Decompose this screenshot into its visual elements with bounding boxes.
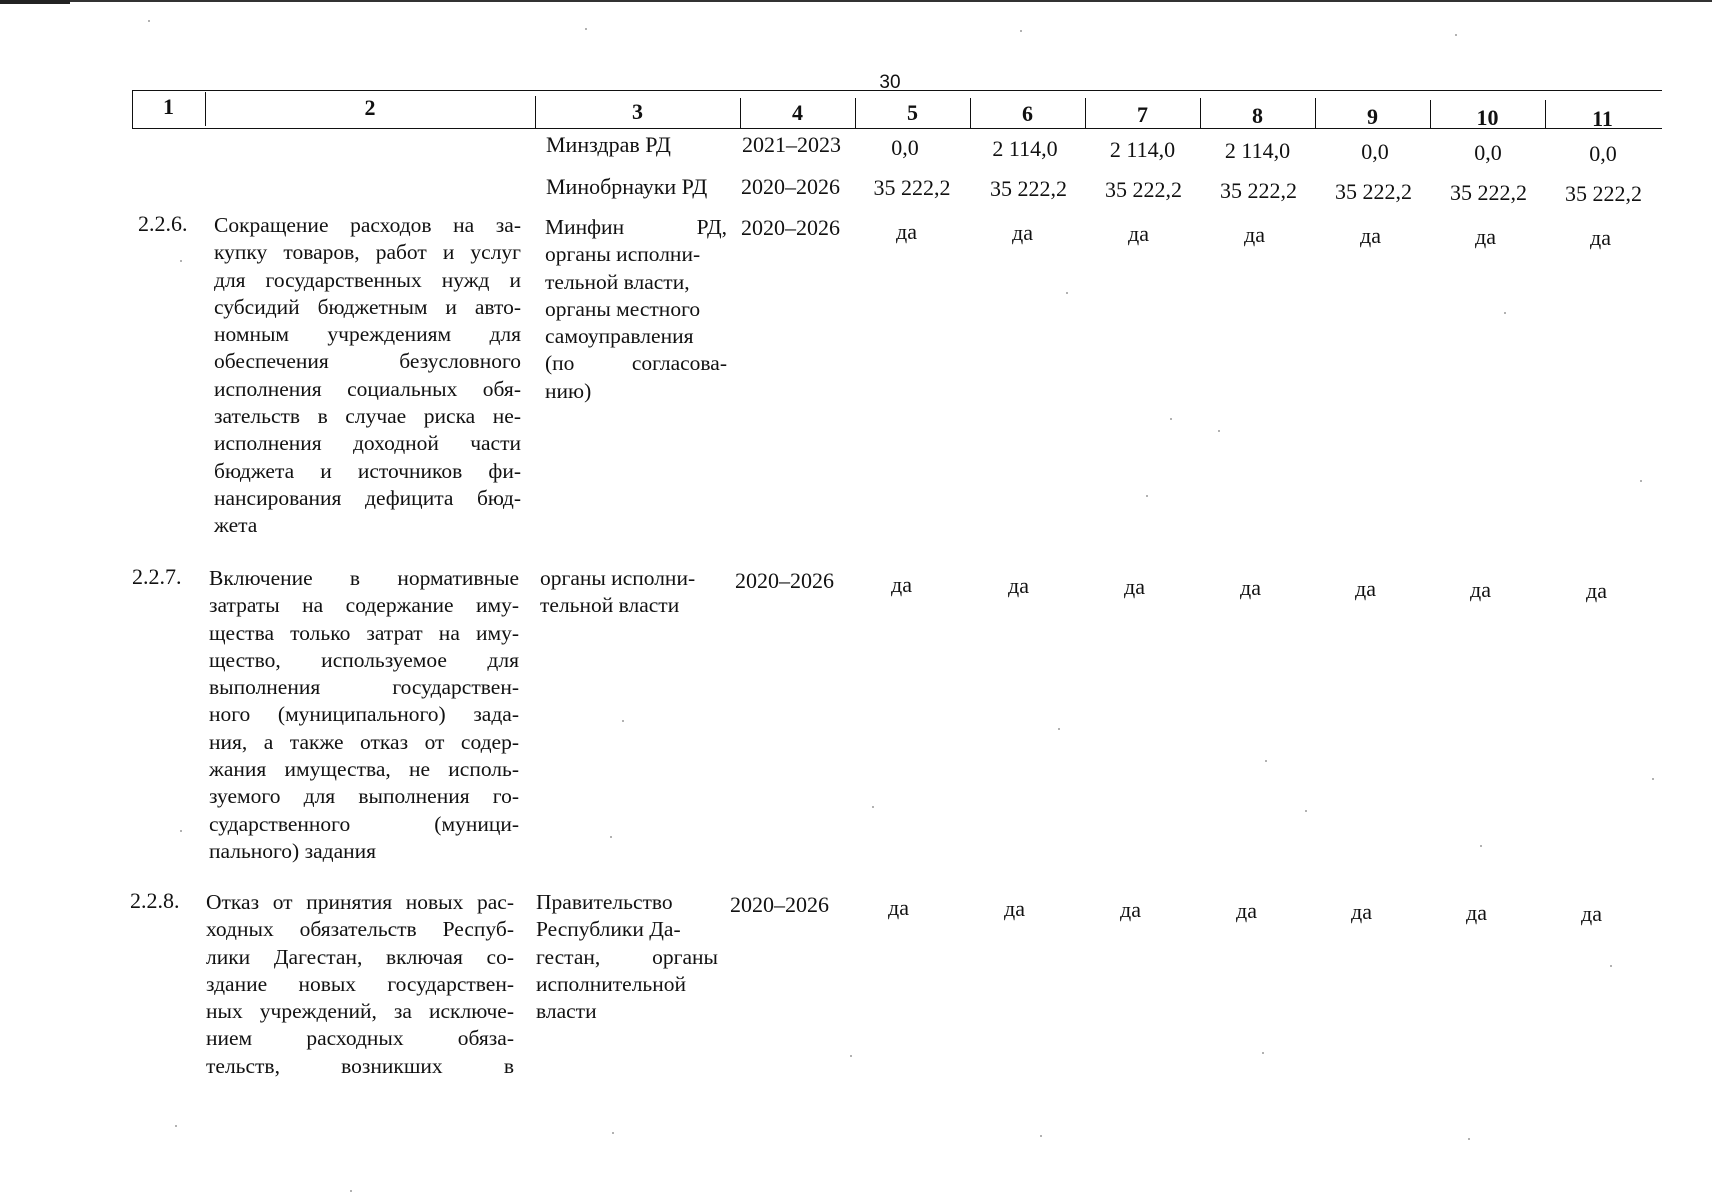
column-header: 3 — [632, 99, 643, 124]
executor-line: Минфин РД, — [545, 215, 727, 239]
item-description — [206, 889, 514, 1080]
description-line: Включение в нормативные — [209, 566, 519, 590]
description-line: ходных обязательств Респуб- — [206, 917, 514, 942]
value-cell: да — [1470, 577, 1491, 602]
value-cell: да — [1124, 574, 1145, 599]
executor-line: самоуправления — [545, 324, 694, 349]
item-number: 2.2.7. — [132, 564, 182, 589]
executor-line: Республики Да- — [536, 917, 681, 942]
description-line: Отказ от принятия новых рас- — [206, 890, 514, 914]
executor-line: гестан, органы — [536, 944, 718, 969]
column-header: 1 — [163, 94, 174, 119]
description-line: нансирования дефицита бюд- — [214, 485, 521, 510]
period-cell: 2020–2026 — [730, 892, 829, 917]
description-line: обеспечения безусловного — [214, 349, 521, 374]
value-cell: да — [1581, 901, 1602, 926]
executor-cell: Минздрав РД — [546, 132, 671, 157]
value-cell: 35 222,2 — [1565, 181, 1642, 206]
description-line: номным учреждениям для — [214, 322, 521, 347]
description-line: зательств в случае риска не- — [214, 404, 521, 429]
value-cell: 35 222,2 — [873, 175, 951, 200]
executor-line: нию) — [545, 378, 592, 403]
description-line: нием расходных обяза- — [206, 1026, 514, 1051]
executor-line: власти — [536, 999, 597, 1024]
description-line: исполнения социальных обя- — [214, 376, 521, 401]
period-cell: 2020–2026 — [741, 174, 840, 199]
value-cell: 35 222,2 — [1335, 179, 1412, 204]
value-cell: да — [1355, 576, 1376, 601]
executor-line: исполнительной — [536, 971, 686, 996]
executor-line: органы местного — [545, 296, 701, 321]
column-header: 8 — [1252, 103, 1263, 128]
item-number: 2.2.8. — [130, 888, 180, 913]
description-line: зуемого для выполнения го- — [209, 784, 519, 809]
value-cell: да — [1351, 899, 1372, 924]
description-line: жания имущества, не исполь- — [209, 757, 519, 782]
description-line: бюджета и источников фи- — [214, 458, 521, 483]
value-cell: да — [1236, 898, 1257, 923]
header-top-rule — [132, 90, 1662, 91]
column-header: 10 — [1476, 105, 1499, 130]
period-cell: 2021–2023 — [742, 132, 841, 157]
value-cell: да — [888, 895, 909, 920]
description-line: субсидий бюджетным и авто- — [214, 294, 521, 319]
value-cell: 2 114,0 — [992, 136, 1058, 161]
item-description — [214, 212, 521, 540]
value-cell: 35 222,2 — [1105, 177, 1182, 202]
value-cell: да — [891, 572, 912, 597]
page-number: 30 — [879, 72, 901, 93]
column-header: 11 — [1592, 106, 1613, 131]
item-number: 2.2.6. — [138, 211, 188, 236]
value-cell: 0,0 — [1589, 141, 1617, 166]
description-line: здание новых государствен- — [206, 971, 514, 996]
column-header: 6 — [1022, 101, 1033, 126]
executor-line: тельной власти — [540, 593, 680, 618]
value-cell: да — [1120, 897, 1141, 922]
column-header: 4 — [792, 100, 803, 125]
value-cell: да — [1244, 222, 1265, 247]
column-header: 5 — [907, 100, 918, 125]
value-cell: да — [1360, 223, 1381, 248]
description-line: щества только затрат на иму- — [209, 620, 519, 645]
column-header: 9 — [1367, 104, 1378, 129]
executor-line: (по согласова- — [545, 351, 727, 376]
value-cell: 35 222,2 — [990, 176, 1067, 201]
description-line: ного (муниципального) зада- — [209, 702, 519, 727]
description-line: ных учреждений, за исключе- — [206, 999, 514, 1024]
scan-border — [0, 0, 1712, 2]
description-line: исполнения доходной части — [214, 431, 521, 456]
value-cell: да — [896, 219, 917, 244]
value-cell: да — [1240, 575, 1261, 600]
value-cell: 0,0 — [891, 135, 919, 160]
value-cell: 2 114,0 — [1109, 137, 1176, 162]
executor-cell — [540, 565, 725, 620]
value-cell: да — [1012, 220, 1033, 245]
value-cell: да — [1004, 896, 1025, 921]
description-line: ния, а также отказ от содер- — [209, 729, 519, 754]
description-line: для государственных нужд и — [214, 267, 521, 292]
value-cell: 35 222,2 — [1450, 180, 1527, 205]
column-header: 2 — [364, 95, 376, 120]
executor-cell: Минобрнауки РД — [546, 174, 708, 199]
executor-line: органы исполни- — [545, 242, 701, 267]
column-header: 7 — [1137, 102, 1148, 127]
executor-line: Правительство — [536, 890, 673, 914]
value-cell: 2 114,0 — [1224, 138, 1291, 163]
value-cell: да — [1128, 221, 1149, 246]
description-line: пального) задания — [209, 838, 377, 863]
value-cell: да — [1475, 224, 1496, 249]
executor-line: органы исполни- — [540, 566, 696, 590]
description-line: жета — [214, 513, 258, 538]
description-line: выполнения государствен- — [209, 675, 519, 700]
value-cell: да — [1590, 225, 1611, 250]
period-cell: 2020–2026 — [741, 215, 840, 240]
value-cell: 35 222,2 — [1220, 178, 1297, 203]
value-cell: да — [1466, 900, 1487, 925]
description-line: купку товаров, работ и услуг — [214, 240, 521, 265]
description-line: сударственного (муници- — [209, 811, 519, 836]
description-line: щество, используемое для — [209, 647, 519, 672]
value-cell: да — [1008, 573, 1029, 598]
value-cell: 0,0 — [1474, 140, 1502, 165]
description-line: лики Дагестан, включая со- — [206, 944, 514, 969]
period-cell: 2020–2026 — [735, 568, 834, 593]
description-line: затраты на содержание иму- — [209, 593, 519, 618]
description-line: тельств, возникших в — [206, 1053, 514, 1078]
executor-line: тельной власти, — [545, 269, 690, 294]
executor-cell — [545, 214, 727, 405]
scan-border-mark — [0, 0, 70, 4]
executor-cell — [536, 889, 718, 1025]
value-cell: да — [1586, 578, 1607, 603]
item-description — [209, 565, 519, 865]
value-cell: 0,0 — [1361, 139, 1389, 164]
description-line: Сокращение расходов на за- — [214, 213, 521, 237]
